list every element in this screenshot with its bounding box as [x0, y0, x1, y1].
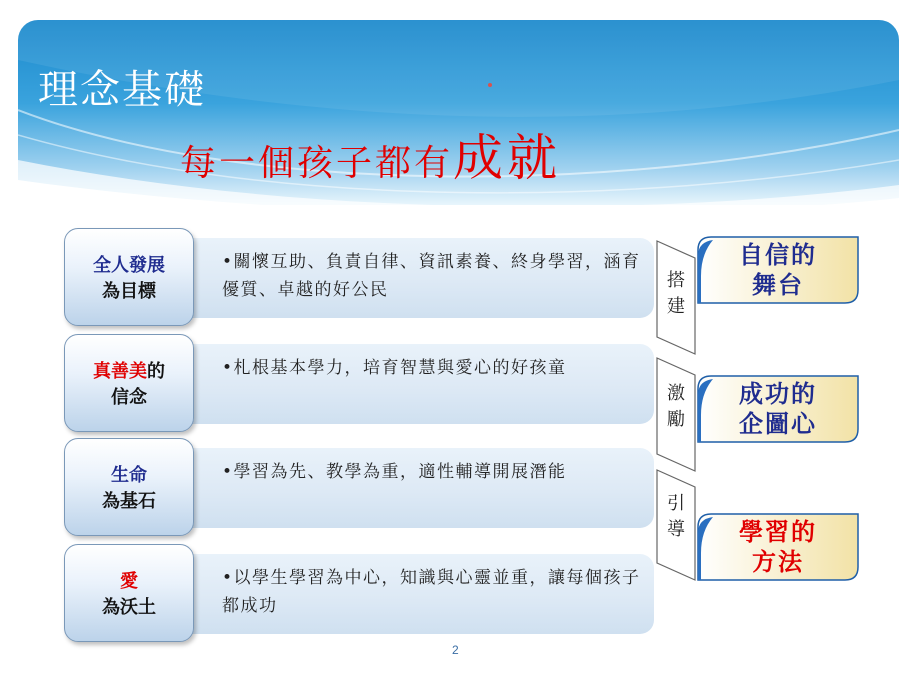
result-line1: 學習的 [739, 517, 817, 546]
label-red: 愛 [120, 571, 138, 592]
label-navy: 全人發展 [93, 255, 165, 276]
result-text-1 [697, 240, 859, 300]
principle-text: •札根基本學力，培育智慧與愛心的好孩童 [222, 358, 567, 378]
principle-box [64, 334, 194, 432]
result-line2: 企圖心 [739, 409, 817, 438]
principle-box [64, 438, 194, 536]
label-navy: 的 [147, 361, 165, 382]
label-line2: 為目標 [102, 281, 156, 302]
result-line2: 舞台 [752, 270, 804, 299]
arrow-label-1 [656, 268, 696, 320]
result-line2: 方法 [752, 547, 804, 576]
result-line1: 自信的 [739, 240, 817, 269]
label-line2: 信念 [111, 387, 147, 408]
result-tab-3 [697, 513, 859, 581]
slide-subtitle [180, 118, 561, 190]
chevron-arrow-3 [656, 469, 696, 581]
decorative-dot [488, 83, 492, 87]
slide-title: 理念基礎 [38, 67, 206, 113]
arrow-label-line2: 導 [667, 519, 685, 540]
label-line2: 為沃土 [102, 597, 156, 618]
chevron-arrow-2 [656, 357, 696, 472]
result-text-3 [697, 517, 859, 577]
arrow-label-line1: 激 [667, 383, 685, 404]
label-red: 真善美 [93, 361, 147, 382]
arrow-label-line2: 勵 [667, 409, 685, 430]
arrow-label-line1: 引 [667, 493, 685, 514]
result-text-2 [697, 379, 859, 439]
arrow-label-line1: 搭 [667, 270, 685, 291]
page-number: 2 [452, 643, 459, 657]
principle-box [64, 544, 194, 642]
result-tab-1 [697, 236, 859, 304]
principle-text: •學習為先、教學為重，適性輔導開展潛能 [222, 462, 567, 482]
arrow-label-3 [656, 491, 696, 543]
label-line2: 為基石 [102, 491, 156, 512]
subtitle-part2: 成就 [453, 129, 562, 187]
chevron-arrow-1 [656, 240, 696, 355]
label-navy: 生命 [111, 465, 147, 486]
principle-text: •以學生學習為中心，知識與心靈並重，讓每個孩子都成功 [222, 568, 641, 616]
principle-text: •關懷互助、負責自律、資訊素養、終身學習，涵育優質、卓越的好公民 [222, 252, 641, 300]
subtitle-part1: 每一個孩子都有 [180, 143, 454, 184]
arrow-label-line2: 建 [667, 296, 685, 317]
arrow-label-2 [656, 381, 696, 433]
principle-box [64, 228, 194, 326]
result-tab-2 [697, 375, 859, 443]
result-line1: 成功的 [739, 379, 817, 408]
